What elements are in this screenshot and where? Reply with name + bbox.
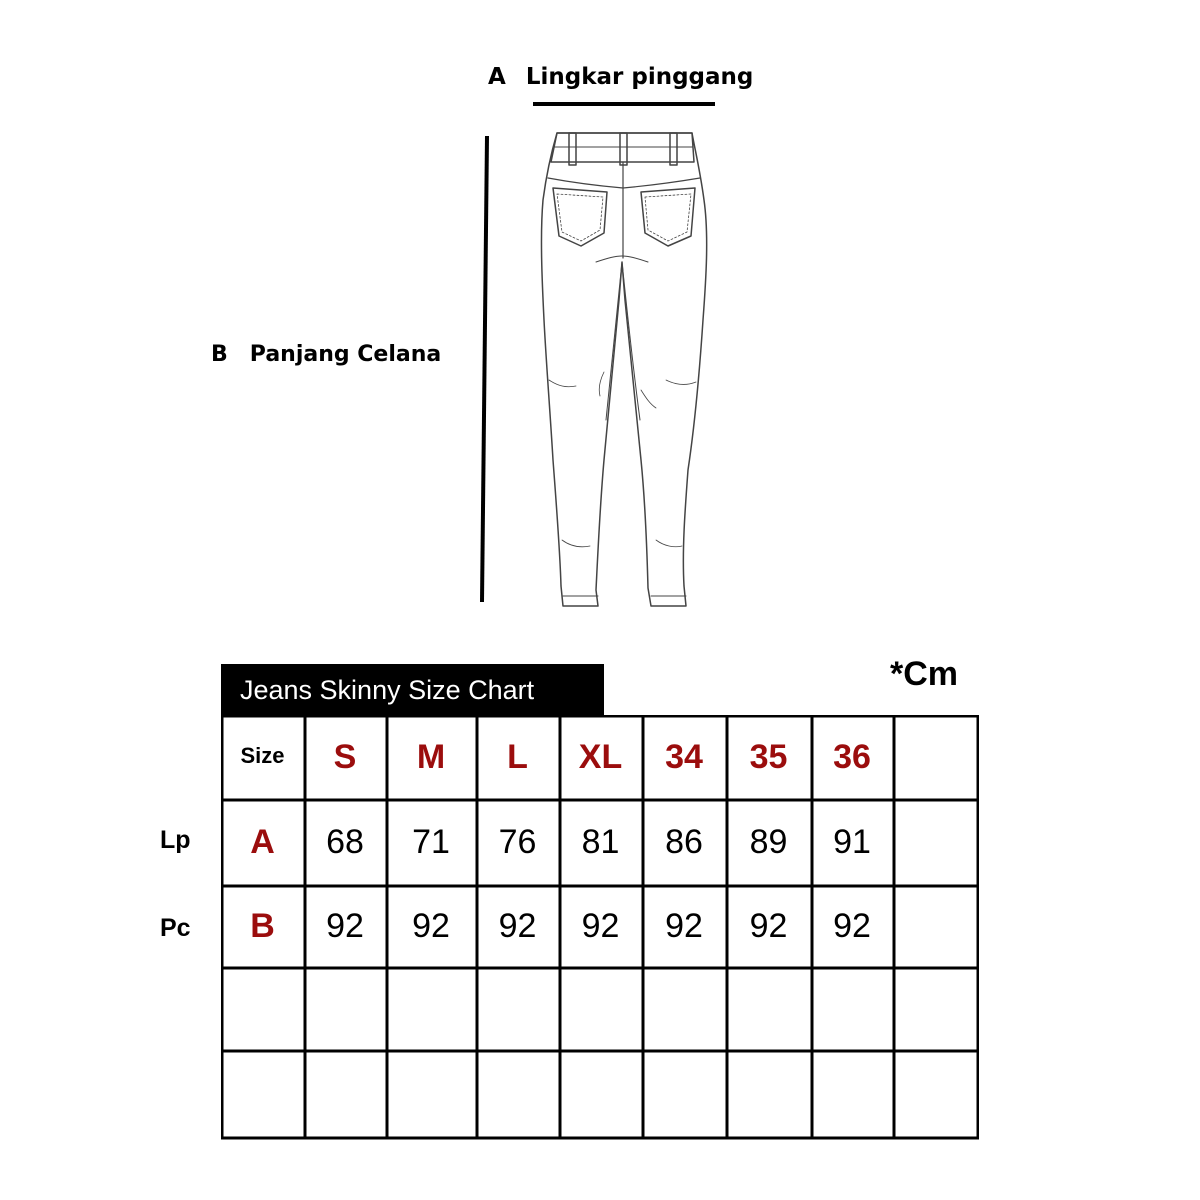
jeans-back-view-illustration xyxy=(470,125,730,615)
jeans-outline xyxy=(541,133,706,606)
value-cell-lp-s: 68 xyxy=(326,822,364,861)
row-label-lp: Lp xyxy=(160,826,191,854)
value-cell-pc-s: 92 xyxy=(326,906,364,945)
value-cell-pc-35: 92 xyxy=(749,906,788,945)
waist-measure-line xyxy=(533,102,715,106)
belt-loop-center xyxy=(620,133,627,165)
value-cell-lp-l: 76 xyxy=(498,822,537,861)
measure-a-letter: A xyxy=(488,64,506,90)
row-code-b: B xyxy=(250,906,275,945)
value-cell-lp-m: 71 xyxy=(412,822,450,861)
size-header-35: 35 xyxy=(749,737,788,776)
belt-loop-left xyxy=(569,133,576,165)
value-cell-lp-xl: 81 xyxy=(581,822,620,861)
row-label-pc: Pc xyxy=(160,914,191,942)
size-header-cell: Size xyxy=(240,743,285,768)
measure-b-text: Panjang Celana xyxy=(249,342,442,367)
value-cell-pc-l: 92 xyxy=(498,906,537,945)
size-chart-table xyxy=(221,715,979,1140)
length-measure-line xyxy=(482,136,487,602)
size-header-xl: XL xyxy=(578,737,623,776)
belt-loop-right xyxy=(670,133,677,165)
size-header-34: 34 xyxy=(665,737,703,776)
measure-b-letter: B xyxy=(211,342,228,367)
unit-label: *Cm xyxy=(890,655,959,693)
size-chart-title: Jeans Skinny Size Chart xyxy=(221,664,604,716)
measure-b-label xyxy=(211,342,441,367)
value-cell-pc-m: 92 xyxy=(412,906,450,945)
measure-a-text: Lingkar pinggang xyxy=(525,64,754,90)
size-header-l: L xyxy=(507,737,528,776)
value-cell-lp-36: 91 xyxy=(833,822,871,861)
measure-a-label xyxy=(488,64,753,90)
size-header-s: S xyxy=(333,737,357,776)
size-header-36: 36 xyxy=(833,737,871,776)
size-header-m: M xyxy=(416,737,446,776)
row-code-a: A xyxy=(250,822,275,861)
value-cell-pc-36: 92 xyxy=(833,906,871,945)
value-cell-pc-34: 92 xyxy=(665,906,703,945)
value-cell-lp-35: 89 xyxy=(749,822,788,861)
value-cell-pc-xl: 92 xyxy=(581,906,620,945)
value-cell-lp-34: 86 xyxy=(665,822,703,861)
